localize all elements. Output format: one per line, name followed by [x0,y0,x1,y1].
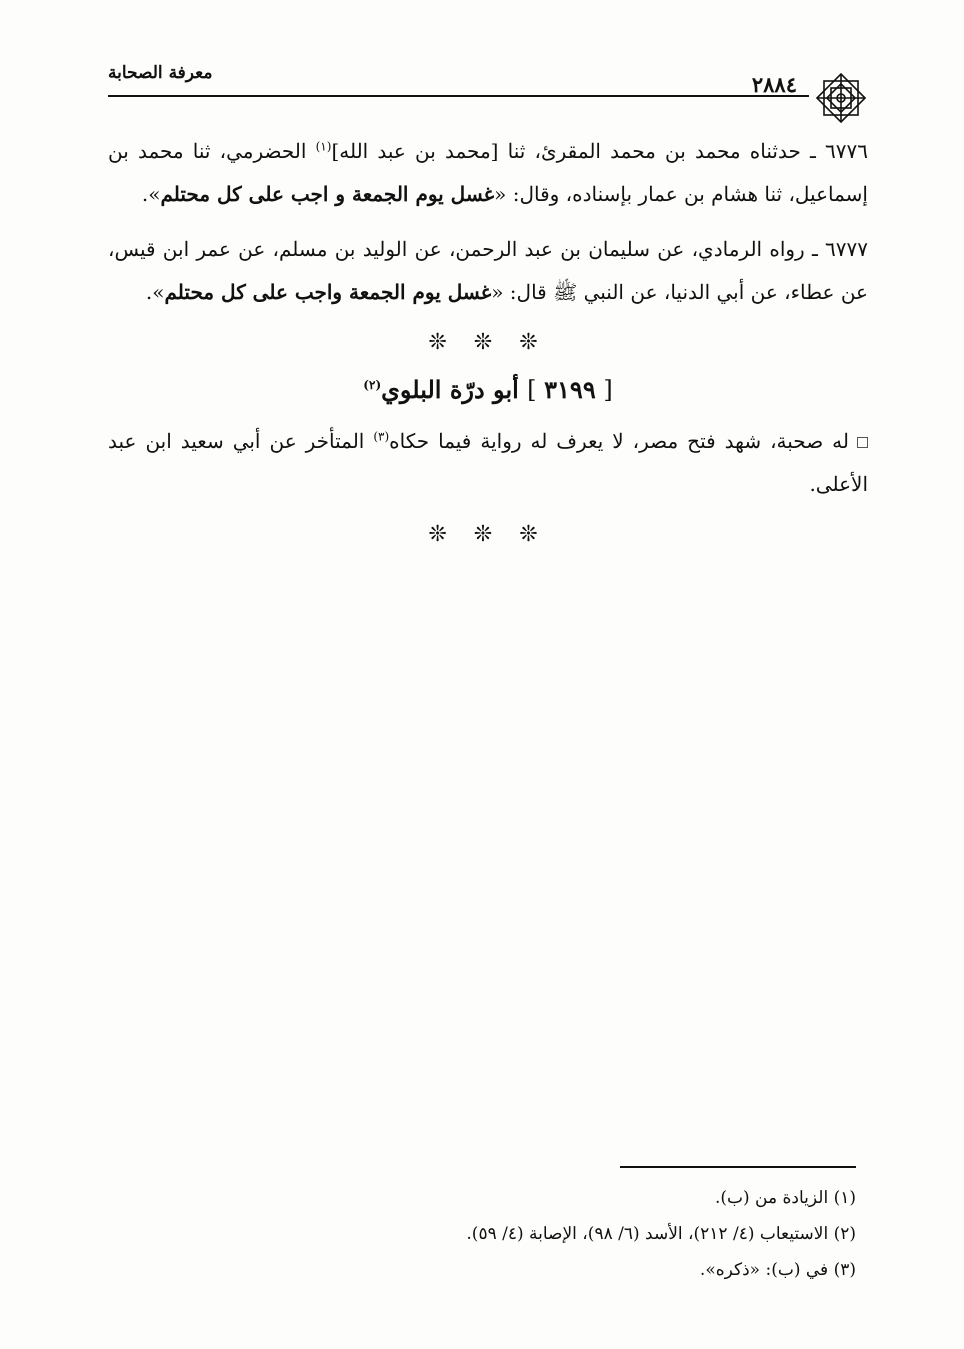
heading-close-bracket: ] [527,376,545,404]
heading-open-bracket: [ [595,376,613,404]
footnote-1: (١) الزيادة من (ب). [714,1188,856,1208]
footnote-3: (٣) في (ب): «ذكره». [699,1260,856,1280]
footnote-rule [620,1166,856,1168]
entry-ending: ». [145,280,165,304]
octagonal-star-ornament-icon [813,70,869,126]
footnote-ref-2: (٢) [363,378,382,392]
companion-bio [108,420,868,506]
section-separator-end: ❊ ❊ ❊ [428,522,548,547]
entry-dash: ـ [804,237,826,261]
hadith-quote: غسل يوم الجمعة واجب على كل محتلم [164,280,492,304]
heading-number: ٣١٩٩ [544,375,596,404]
section-separator: ❊ ❊ ❊ [428,330,548,355]
square-marker-icon [857,437,868,448]
footnote-2: (٢) الاستيعاب (٤/ ٢١٢)، الأسد (٦/ ٩٨)، الإصابة (٤/ ٥٩). [466,1224,856,1244]
main-text [108,130,868,562]
page-number: ٢٨٨٤ [751,72,797,97]
companion-name: أبو درّة البلوي [381,375,528,404]
running-header [108,52,869,98]
book-title: معرفة الصحابة [108,63,213,83]
hadith-quote: غسل يوم الجمعة و اجب على كل محتلم [160,182,495,206]
hadith-entry-6776 [108,130,868,216]
bio-text-continued: المتأخر عن أبي سعيد ابن عبد الأعلى. [108,429,868,496]
entry-ending: ». [141,182,161,206]
footnotes [108,1180,856,1288]
entry-number: ٦٧٧٧ [825,237,868,261]
footnote-ref-3: (٣) [373,429,390,444]
header-rule [108,95,809,97]
entry-number: ٦٧٧٦ [825,139,868,163]
bio-text: له صحبة، شهد فتح مصر، لا يعرف له رواية فيما حكاه [389,429,849,453]
companion-heading [108,370,868,410]
entry-text: رواه الرمادي، عن سليمان بن عبد الرحمن، عن الوليد بن مسلم، عن عمر ابن قيس، عن عطاء، عن أبي الدنيا، عن النبي ﷺ قال: « [108,237,868,304]
entry-text: حدثناه محمد بن محمد المقرئ، ثنا [محمد بن عبد الله] [331,139,801,163]
entry-dash: ـ [800,139,826,163]
hadith-entry-6777 [108,228,868,314]
entry-text-continued: الحضرمي، ثنا محمد بن إسماعيل، ثنا هشام بن عمار بإسناده، وقال: « [108,139,868,206]
footnote-ref-1: (١) [315,139,332,154]
